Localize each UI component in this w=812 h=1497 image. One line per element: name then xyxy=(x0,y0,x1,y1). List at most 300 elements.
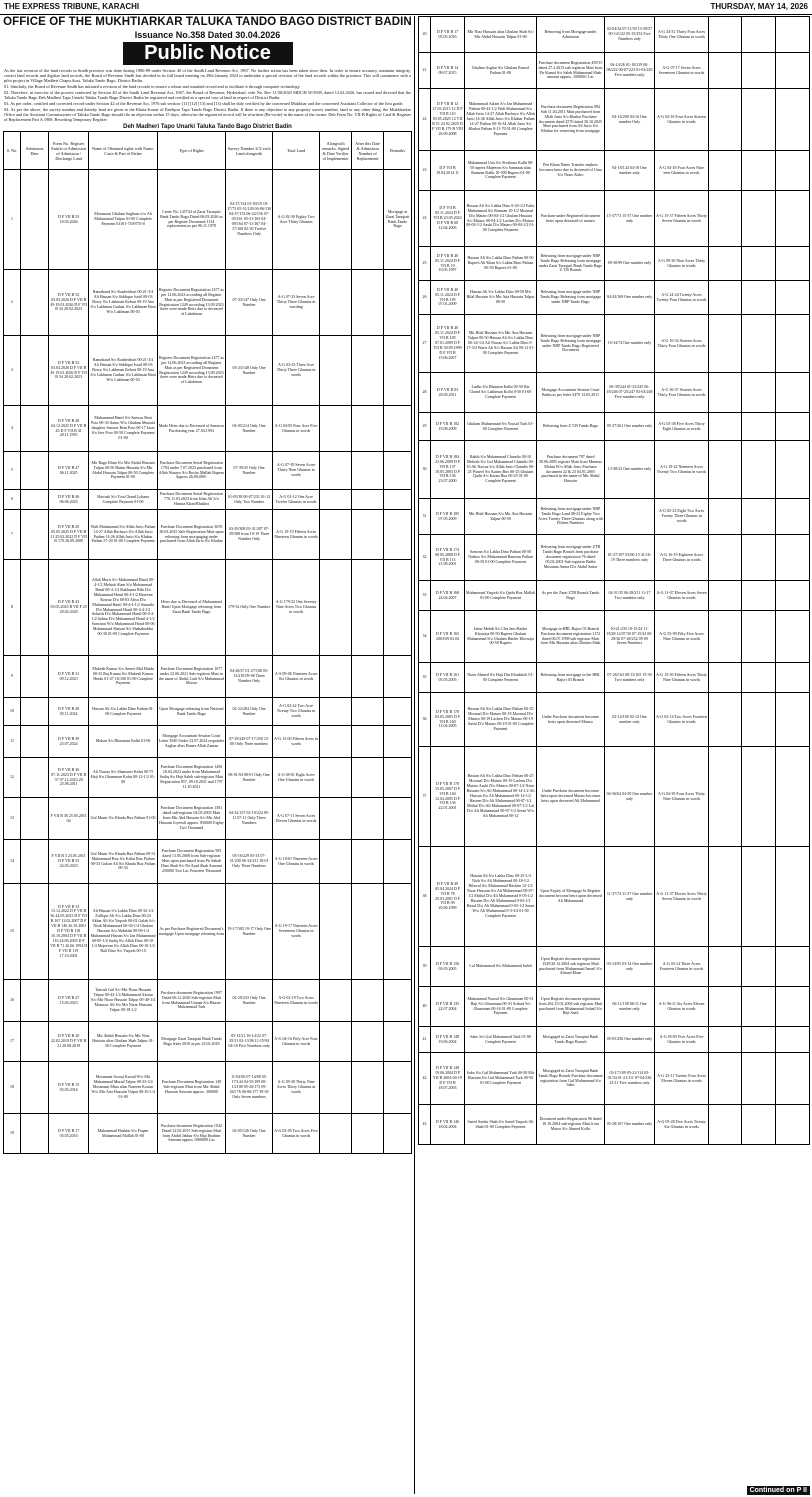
cell-alongwith xyxy=(709,89,742,151)
cell-alongwith xyxy=(709,373,742,413)
cell-sno: 12 xyxy=(4,758,21,798)
cell-admission-date xyxy=(21,758,49,798)
cell-type-of-rights: Pen Khata Name Transfer nephew becomes heirs due to deceased of Uma S/o Tharo Kalro xyxy=(537,151,605,191)
cell-total-land: A-G 07-11 Seven Acres Eleven Ghuntas in words xyxy=(273,798,320,840)
cell-alongwith xyxy=(320,560,352,656)
continued-label: Continued on P II xyxy=(747,1486,810,1495)
cell-form-no: D F VII B 52 03.03.2026 D F VII B 49 19.01.2026 D F VII B 34 28.02.2023 xyxy=(48,336,89,406)
cell-remarks xyxy=(384,270,412,336)
cell-remarks xyxy=(776,1053,810,1105)
cell-sno: 24 xyxy=(419,191,431,247)
cell-after-date xyxy=(352,452,384,490)
cell-form-no: D F VII B 40 05.11.2024 xyxy=(48,698,89,726)
cell-alongwith xyxy=(709,847,742,947)
cell-type-of-rights: Under Purchase document becomes heirs upon deceased Mataro becomes heirs upon deceased Ali Muhammad xyxy=(537,747,605,847)
table-row xyxy=(4,406,412,452)
cell-after-date xyxy=(742,441,776,499)
cell-survey-number: 04-31/35 06-28/211 11-17 Two numbers only xyxy=(605,581,655,611)
cell-remarks xyxy=(776,581,810,611)
table-row xyxy=(4,170,412,270)
cell-after-date xyxy=(352,560,384,656)
cell-type-of-rights: Releasing from mortgage under NBP Tando Bago Releasing from mortgage under Zarai Taraqiati Bank Tando Bago Z.T.B Branch xyxy=(537,247,605,281)
cell-survey-number: 07-33/147 Only One Number xyxy=(226,270,273,336)
cell-form-no: D F VII B 17 03.05.2016 xyxy=(48,1114,89,1154)
masthead xyxy=(0,0,812,15)
table-row xyxy=(4,452,412,490)
cell-type-of-rights: Register Document Registration 1477 as per 12.06.2023 according all Register Mutt as per Registered Document Registration 1249 according 13.09.2023 there were made Heirs due to deceased of Lakshman xyxy=(157,336,225,406)
cell-form-no: D F VII B 48 04.12.2025 D F VII B 43 D F VII B 41 20.11.1995 xyxy=(48,406,89,452)
cell-admission-date xyxy=(21,726,49,758)
cell-type-of-rights: Purchase document 787 dated 30.06.2005 register Mutt from Mumtaz Mohin W/o Allah Jurio Purchase document 22 & 23 04.01.2003 purchased in the name of Mir Abdul Hussain xyxy=(537,441,605,499)
cell-remarks xyxy=(384,726,412,758)
cell-type-of-rights: Releasing from mortgage under ZTB Tando Bago Branch from purchase document registration 76 dated 05.02.2001 Sub registrar Badin Mosamat Amna D/o Abdul Sattar xyxy=(537,535,605,581)
cell-survey-number: 04-18/144 04-18 One number only xyxy=(605,151,655,191)
cell-remarks xyxy=(384,452,412,490)
cell-type-of-rights: Mortgage Zarai Taraqiati Bank Tando Bago letter 2018 as per 23.02.2018 xyxy=(157,1022,225,1062)
cell-owner: Ramzhand S/o Kanbeirhari 00-21-3/4 Ali Hassan S/o Siddique Israil 00-03 Bosry S/o Lakhman Kehari 00-19 Ana S/o Lakhman Gudaar S/o Lakhman Rani W/o Lakhman 00-03 xyxy=(89,270,157,336)
cell-sno: 27 xyxy=(419,315,431,373)
cell-form-no: D F VII B 40 05.11.2024 D F VII B 185 07.01.2009 D F VII B 30.09.1999 D F VII B 15.06.2007 xyxy=(431,315,465,373)
cell-alongwith xyxy=(320,270,352,336)
header-sno: S. No. xyxy=(4,132,21,170)
cell-total-land: A-G 07-17 Seven Acres Seventeen Ghuntas in words xyxy=(655,53,709,89)
cell-total-land: A-G 11-07 Eleven Acres Seven Ghuntas in words xyxy=(655,581,709,611)
cell-after-date xyxy=(352,980,384,1022)
cell-remarks xyxy=(776,441,810,499)
table-row xyxy=(419,17,810,53)
cell-type-of-rights: Releasing from mortgage under NBP Tando Bago Land 08-23 Eighty Two Acres Twenty Three Ghuntas along with Fifteen Numbers xyxy=(537,499,605,535)
cell-remarks xyxy=(776,151,810,191)
cell-total-land: A-G 82-30 Eighty Two Acre Thirty Ghuntas xyxy=(273,170,320,270)
table-row xyxy=(4,798,412,840)
cell-type-of-rights: Purchase under Registered document heirs upon deceased of mataro xyxy=(537,191,605,247)
cell-form-no: D F VII B 182 19.08.2009 xyxy=(431,413,465,441)
cell-total-land: A-G 05-28 Five Acres Twenty Six Ghuntas in words xyxy=(655,1105,709,1145)
cell-remarks xyxy=(776,247,810,281)
cell-after-date xyxy=(742,89,776,151)
intro-paragraph: 01. Similarly, the Board of Revenue Sindh has initiated a revision of the land records to ensure a robust and standard record and to facilitate it through computer technology. xyxy=(4,84,301,89)
cell-remarks xyxy=(776,1105,810,1145)
cell-owner: Gul Munir S/o Khuda Bux Pathan 01-00 xyxy=(89,798,157,840)
cell-alongwith xyxy=(320,726,352,758)
cell-remarks xyxy=(776,373,810,413)
cell-after-date xyxy=(742,17,776,53)
cell-remarks xyxy=(384,490,412,510)
cell-sno: 29 xyxy=(419,413,431,441)
cell-remarks xyxy=(384,884,412,980)
cell-owner: Hawash S/o Tota Chand Lohana Complete Payment 01-00 xyxy=(89,490,157,510)
table-row xyxy=(419,987,810,1027)
cell-sno: 8 xyxy=(4,560,21,656)
cell-admission-date xyxy=(21,406,49,452)
cell-owner: Jattur Mehdi S/o Chu Jam Haider Khowaja 00-50 Rupees Ghulam Muhammad S/o Ghulam Haider Khowaja 00-50 Rupees xyxy=(465,611,537,663)
left-register-table xyxy=(3,131,412,1154)
cell-survey-number: 03-23/148 Only One Number xyxy=(226,336,273,406)
cell-form-no: D F VII B 19.04.2014 11 xyxy=(431,151,465,191)
cell-total-land: A-G 36-37 Sixteen Acres Thirty Four Ghuntas in words xyxy=(655,373,709,413)
cell-survey-number: 03-14/95 03-14 One number only xyxy=(605,947,655,987)
cell-sno: 13 xyxy=(4,798,21,840)
cell-sno: 34 xyxy=(419,611,431,663)
table-row xyxy=(419,499,810,535)
cell-admission-date xyxy=(21,1062,49,1114)
cell-form-no: D F VII B 27 15.04.2023 xyxy=(48,980,89,1022)
table-row xyxy=(4,726,412,758)
cell-remarks xyxy=(776,611,810,663)
cell-owner: Hassan Ali S/o Lakha Dino Pathan 00-25 Moomal D/o Mataro 00-19 Lachen D/o Mataro Aashi D/o Mataro 00-07-1/4 Nizar Hussain S/o Ali Muhammad 00-14-1/2 Ali Hassan S/o Ali Muhammad 00-14-1/2 Haseen D/o Ali Muhammad 00-07-1/2 Mithal D/o Ali Muhammad 00-07-1/2 Lal D/o Ali Muhammad 00-07-1/2 Seran W/o Ali Muhammad 00-12 xyxy=(465,747,537,847)
cell-remarks xyxy=(384,840,412,884)
cell-form-no: D F VII B 146 18.02.2004 xyxy=(431,1105,465,1145)
header-after-date: After this Date & Admission Number of Replacement xyxy=(352,132,384,170)
cell-form-no: D F VII B 46 06.06.2025 xyxy=(48,490,89,510)
cell-owner: Ali Hassan S/o Lakha Dino 00-32-1/4 Zulfiqar Ali S/o Lakha Dino 00-23 Akbar Ali S/o Yaqoob 00-02 Gulab S/o Nisik Muhammad 00-04-1/4 Ghulam Hussain S/o Abdulahi 00-09-1/4 Muhammad Hassan S/o Jan Muhammad 00-05-1/4 Sadiq S/o Allah Dino 00-10-1/4 Majeeom S/o Allah Dino 00-10-1/4 Bali Dino S/o Yaqoob 00-10 xyxy=(89,884,157,980)
cell-sno: 15 xyxy=(4,884,21,980)
cell-remarks xyxy=(384,1062,412,1114)
newspaper-name: THE EXPRESS TRIBUNE, KARACHI xyxy=(4,2,140,11)
cell-after-date xyxy=(742,315,776,373)
cell-total-land: A-G 15-37 Fifteen Acres Thirty Seven Ghuntas in words xyxy=(655,191,709,247)
cell-after-date xyxy=(742,847,776,947)
cell-sno: 3 xyxy=(4,336,21,406)
cell-form-no: D F VII B 47 06.11.2025 xyxy=(48,452,89,490)
table-row xyxy=(419,611,810,663)
cell-type-of-rights: Upon Register document registration 1545/20.12.2004 sub registrar Mutt purchased from Muhammad Ismail S/o Ahmed Khan xyxy=(537,947,605,987)
table-row xyxy=(419,151,810,191)
intro-paragraph: 04. As per the above, the survey number and thereby land are given to the Khata-Iconat of Fatehpur Tapo Tando Bago District Badin. If there is any objection to any property survey number, land or any other thing, the Mukhtiarkar Office and the Assistant Commissioner of Taluka Tando Bago should file an objection within 15 days, otherwise the registered record will be rewritten (Re-write) in the name of the owner. Deh Form No: VII-B Rights of Card & Register of Replacement Part A 1968. Rewriting Temporary Register xyxy=(4,107,411,122)
cell-alongwith xyxy=(709,535,742,581)
cell-total-land: A-G 11-37 Eleven Acres Thirty Seven Ghuntas in words xyxy=(655,847,709,947)
cell-alongwith xyxy=(320,1022,352,1062)
cell-survey-number: 09-30/99 One number only xyxy=(605,247,655,281)
cell-form-no: D F VII B 40 05.11.2024 D F VII B 10 10.05.1997 xyxy=(431,247,465,281)
cell-type-of-rights: As per the Zarai ZTB Branch Tando Bago xyxy=(537,581,605,611)
cell-type-of-rights: Purchase document Registration 459/15 dated 27.2.2013 sub registrar Mutt from Pir Kamal S/o Saleh Muhammad Shah amount approx. 1000001 Lac xyxy=(537,53,605,89)
cell-sno: 10 xyxy=(4,698,21,726)
cell-total-land: A-G 04-39 Four Acres Thirty Nine Ghuntas in words xyxy=(655,747,709,847)
cell-after-date xyxy=(742,535,776,581)
cell-type-of-rights: Purchase Document Registration 149 Sub-registrar Mutt from Mir Abdul Hussain Amount approx. 300000 xyxy=(157,1062,225,1114)
left-column xyxy=(3,16,412,1154)
cell-owner: Ghulam Asghar S/o Ghulam Rasool Pathan 01-00 xyxy=(465,53,537,89)
cell-form-no: D F VII B 165 2003/09.03.04 xyxy=(431,611,465,663)
cell-after-date xyxy=(742,611,776,663)
cell-alongwith xyxy=(709,53,742,89)
cell-sno: 7 xyxy=(4,510,21,560)
cell-after-date xyxy=(742,1027,776,1053)
cell-remarks xyxy=(776,413,810,441)
table-row xyxy=(4,1062,412,1114)
cell-alongwith xyxy=(320,758,352,798)
table-row xyxy=(4,698,412,726)
cell-after-date xyxy=(352,840,384,884)
cell-alongwith xyxy=(320,490,352,510)
cell-survey-number: 19-17/305 19-17 Only One Number xyxy=(226,884,273,980)
cell-sno: 1 xyxy=(4,170,21,270)
cell-owner: Muhammad Aslam S/o Jan Muhammad Pathan 00-43-1/2 Wali Muhammad S/o Allah Jurio 14-27 Allah Bachayo S/o Allah Jurio 14-26 Allah Jurio S/o Khabar Pathan 14-27 Pathan 00-16-34 Allah Jurio S/o Khabar Pathan 0-11-70 01-00 Complete Payment xyxy=(465,89,537,151)
cell-sno: 35 xyxy=(419,663,431,693)
cell-total-land: A-G 09-30 Nine Acres Thirty Ghuntas in words xyxy=(655,247,709,281)
cell-alongwith xyxy=(320,1114,352,1154)
cell-survey-number xyxy=(605,499,655,535)
cell-alongwith xyxy=(709,611,742,663)
cell-survey-number: 05-05/256 One number only xyxy=(605,1027,655,1053)
cell-after-date xyxy=(352,656,384,698)
left-register-body xyxy=(4,170,412,1154)
cell-after-date xyxy=(742,151,776,191)
header-remarks: Remarks xyxy=(384,132,412,170)
cell-form-no: D F VII B 20 22.02.2019 D F VII B 21 20.08.2019 xyxy=(48,1022,89,1062)
cell-owner: Saeed Sardar Shah S/o Saeed Yaqoob Ali Shah 01-00 Complete Payment xyxy=(465,1105,537,1145)
cell-alongwith xyxy=(709,499,742,535)
newspaper-date: THURSDAY, MAY 14, 2026 xyxy=(710,2,808,11)
table-row xyxy=(419,1027,810,1053)
cell-after-date xyxy=(352,884,384,980)
intro-text xyxy=(4,68,411,122)
cell-owner: Ladho S/o Bhunton Kalhi 00-50 Rai Chand S/o Lakhmun Kolhi 0-50 01-00 Complete Payment xyxy=(465,373,537,413)
cell-sno: 41 xyxy=(419,1027,431,1053)
cell-after-date xyxy=(742,693,776,747)
cell-sno: 42 xyxy=(419,1053,431,1105)
cell-remarks xyxy=(776,53,810,89)
cell-sno: 19 xyxy=(4,1114,21,1154)
cell-sno: 11 xyxy=(4,726,21,758)
cell-alongwith xyxy=(709,17,742,53)
cell-sno: 16 xyxy=(4,980,21,1022)
cell-type-of-rights: Releasing from Z.T.B Tando Bago xyxy=(537,413,605,441)
cell-remarks xyxy=(776,987,810,1027)
table-row xyxy=(4,490,412,510)
cell-owner: Muhammad Yousuf S/o Ghumman 00-51 Haji S/o Ghumman 00-33 Arshad S/o Ghumman 00-16 01-00 Complete Payment xyxy=(465,987,537,1027)
office-heading: OFFICE OF THE MUKHTIARKAR TALUKA TANDO BAGO DISTRICT BADIN xyxy=(3,16,412,28)
cell-after-date xyxy=(742,373,776,413)
header-admission-date: Admission Date xyxy=(21,132,49,170)
cell-form-no: D F VII B 40 05.04.2024 D F VII B 78 29.03.2001 D F VII B 99 20.06.1999 xyxy=(431,847,465,947)
cell-survey-number: 02-04/34 07-11/59 13-39/37 00-14/122 05-15/252 Five Numbers only xyxy=(605,17,655,53)
cell-admission-date xyxy=(21,798,49,840)
cell-total-land: A-G 179-32 One Seventy Nine Acres Two Ghuntas in words xyxy=(273,560,320,656)
cell-owner: Wali Muhammad S/o Allah Jurio Pathan 14-27 Allah Bachayo S/o Allah Jurio Pathan 14-26 Allah Jurio S/o Khabar Pathan 57-20 01-00 Complete Payment xyxy=(89,510,157,560)
table-row xyxy=(4,884,412,980)
cell-owner: Mir Bilal Hussain S/o Mir Atta Hussain Talpur 00-50 xyxy=(465,499,537,535)
cell-survey-number: 02-22/284 Only One Number xyxy=(226,698,273,726)
table-row xyxy=(419,663,810,693)
cell-total-land: A-G 03-14 Three Acres Fourteen Ghuntas in words xyxy=(655,947,709,987)
cell-owner: Mohan S/o Bhaonrun Kalhi 01-00 xyxy=(89,726,157,758)
table-row xyxy=(419,315,810,373)
cell-total-land: A-G 15-00 Fifteen Acres in words xyxy=(273,726,320,758)
cell-total-land: A-G 05-05 Five Acres Five Ghuntas in words xyxy=(655,1027,709,1053)
cell-sno: 20 xyxy=(419,17,431,53)
cell-owner: Lal Muhammad S/o Muhammad Saleh xyxy=(465,947,537,987)
cell-sno: 40 xyxy=(419,987,431,1027)
cell-remarks xyxy=(776,947,810,987)
cell-alongwith xyxy=(320,980,352,1022)
cell-type-of-rights: Releasing from mortgage under NBP Tando Bago Releasing from mortgage under NBP Tando Bago Registered Document xyxy=(537,315,605,373)
table-row xyxy=(419,847,810,947)
cell-alongwith xyxy=(709,247,742,281)
cell-after-date xyxy=(352,1062,384,1114)
cell-form-no: D F VII B 05.11.2024 D F VII B 23.05.2023 D F VII B 60 12.04.2005 xyxy=(431,191,465,247)
cell-total-land: A-G 16-19 Eighteen Acres Three Ghuntas in words xyxy=(655,535,709,581)
cell-alongwith xyxy=(709,413,742,441)
cell-remarks xyxy=(384,406,412,452)
cell-sno: 36 xyxy=(419,693,431,747)
cell-survey-number: 13-38/22 One number only xyxy=(605,441,655,499)
cell-owner: Mir Bilal Hussain S/o Mir Atta Hussain Talpur 00-50 Hassan Ali S/o Lakha Dino 00-24-1/4 Ali Nawaz S/o Lakha Dino 0-17-3/4 Wazir Ali S/o Hassan Ali 00-12 01-00 Complete Payment xyxy=(465,315,537,373)
cell-survey-number: 08-01/94 08-01 Only One Number xyxy=(226,758,273,798)
cell-sno: 21 xyxy=(419,53,431,89)
table-row xyxy=(4,656,412,698)
cell-after-date xyxy=(352,798,384,840)
cell-remarks xyxy=(384,1114,412,1154)
cell-remarks: Mortgage at Zarai Taraqiati Bank Tando Bago xyxy=(384,170,412,270)
table-row xyxy=(419,581,810,611)
cell-form-no: D F VII B 03 26.05.2011 xyxy=(431,373,465,413)
cell-survey-number: 03-29/308 05-31/287 07-39/388 from 19-19 Three Number Only xyxy=(226,510,273,560)
cell-owner: Sanwan S/o Lakha Dino Pathan 00-50 Nathoo S/o Muhammad Ramzan Pathan 00-50 01-00 Complete Payment xyxy=(465,535,537,581)
table-row xyxy=(4,840,412,884)
cell-type-of-rights: Purchase Document Registration 1581 dated sub-registrar 02.05.2005 Mutt from Mir Abd Hussain S/o Mir Abd Hussain Joyeeali approx. 850000 Eighty Two Thousand xyxy=(157,798,225,840)
public-notice-banner: Public Notice xyxy=(123,42,293,65)
cell-total-land: A-G 24-24 Twenty Acres Twenty Four Ghuntas in words xyxy=(655,281,709,315)
cell-type-of-rights: Upon Expiry of Mortgage In Register document become heirs upon deceased Ali Muhammad xyxy=(537,847,605,947)
cell-after-date xyxy=(742,1053,776,1105)
table-row xyxy=(419,281,810,315)
cell-after-date xyxy=(352,510,384,560)
cell-after-date xyxy=(742,947,776,987)
cell-survey-number: 06-39/244 01-33/245 06-18/246 07-25/247 03-03/248 Five numbers only xyxy=(605,373,655,413)
cell-owner: Hassan Ali S/o Lakha Dino 00-50 Mir Bilal Hussain S/o Mir Atta Hussain Talpur 00-50 xyxy=(465,281,537,315)
cell-sno: 2 xyxy=(4,270,21,336)
cell-alongwith xyxy=(709,151,742,191)
cell-sno: 14 xyxy=(4,840,21,884)
cell-type-of-rights: Mortgage Accountant Session Court Letter 3940 Under 23.07.2024 responder Asghar alias Hunez Allah Zaman xyxy=(157,726,225,758)
cell-total-land: A-G 04-18 Four Acres Nine teen Ghuntas in words xyxy=(655,151,709,191)
cell-alongwith xyxy=(709,441,742,499)
cell-remarks xyxy=(776,281,810,315)
cell-total-land: A-G 19-17 Nineteen Acres Seventeen Ghuntas in words xyxy=(273,884,320,980)
cell-owner: Muhammad Uris S/o Prothono Kalhi 00-50 rupees Majeeom S/o Samman alias Ramzan Kalhi 10-500 Rupees 01-00 Complete Payment xyxy=(465,151,537,191)
cell-after-date xyxy=(742,663,776,693)
cell-owner: Ramzhand S/o Kanbeirhari 00-21-3/4 Ali Hassan S/o Siddique Israil 00-03 Bosry S/o Lakhman Kehari 00-19 Ana S/o Lakhman Gudaar S/o Lakhman Rani W/o Lakhman 00-03 xyxy=(89,336,157,406)
cell-type-of-rights: Purchase document Registration 1042 Dated 12.05.2015 Sub-registrar Mutt from Abdul Jabbar S/o Haji Ibrahim Amount approx 1000000 Lac xyxy=(157,1114,225,1154)
cell-total-land: A-G 23-11 Twenty Four Acres Eleven Ghuntas in words xyxy=(655,1053,709,1105)
cell-total-land: A-G 19-19 Fifteen Acres Nineteen Ghuntas in words xyxy=(273,510,320,560)
cell-owner: Hassan Ali S/o Lakha Dino 00-25-1/4 Nizh S/o Ali Muhammad 00-18-1/2 Bilawal S/o Muhammad Hashim 12-1/2 Nizar Hussain S/o Ali Muhammad 00-07-1/2 Mithal D/o Ali Muhammad 0-03-1/2 Haseen D/o Ali Muhammad 0-03-1/2 Hazul D/o Ali Muhammad 0-03-1/2 Seran W/o Ali Muhammad 0-3-3/4 01-00 Complete Payment xyxy=(465,847,537,947)
cell-form-no: D F VII B 12 27.03.2013 12 D F VII B 110 03.05.2025 12 VII B 51 23.02.2025 D F VII B 179 B VIII 26.09.2008 xyxy=(431,89,465,151)
cell-total-land: A-G 39-30 Thirty Nine Acres Thirty Ghuntas in words xyxy=(273,1062,320,1114)
header-total-land: Total Land xyxy=(273,132,320,170)
cell-type-of-rights: Mortgaged in Zarai Taraqiati Bank Tando Bago Branch xyxy=(537,1027,605,1053)
cell-survey-number: 04-14/26 01-19/219 00-08/222 00-07/223 01-03/220 Five numbers only xyxy=(605,53,655,89)
cell-sno: 38 xyxy=(419,847,431,947)
deh-title: Deh Madheri Tapo Unarki Taluka Tando Bago District Badin xyxy=(123,124,292,130)
cell-survey-number: 04-16/209 04-16 One number Only xyxy=(605,89,655,151)
cell-remarks xyxy=(384,336,412,406)
cell-after-date xyxy=(352,170,384,270)
cell-total-land: A-G 02-05 Two Acres Five Ghuntas in words xyxy=(273,1114,320,1154)
cell-form-no: D F VII B 156 03.03.2005 xyxy=(431,947,465,987)
cell-type-of-rights: Purchase Document Registration 1456 18.04.2023 under from Muhammad Sadiq S/o Haji Sahib sub-registrar Mutt Registration 857, 09.10.2021 and 1797 11.10.2021 xyxy=(157,758,225,798)
cell-owner: Muhammad Yaqoob S/o Qadir Bux Mallah 01-00 Complete Payment xyxy=(465,581,537,611)
cell-alongwith xyxy=(320,840,352,884)
cell-sno: 23 xyxy=(419,151,431,191)
cell-total-land: A-G 03-23 Three Acre Thirty Three Ghuntas in words xyxy=(273,336,320,406)
cell-owner: Ghulam Muhammad S/o Yousaf Turk 01-00 Complete Payment xyxy=(465,413,537,441)
cell-remarks xyxy=(776,847,810,947)
table-row xyxy=(4,758,412,798)
cell-alongwith xyxy=(320,656,352,698)
cell-after-date xyxy=(742,247,776,281)
cell-total-land: A-G 82-23 Eight Two Acres Twenty Three Ghuntas in words xyxy=(655,499,709,535)
cell-owner: Allah Murir S/o Muhammad Hanif 00-4-1/2 Mehtab Alam S/o Muhammad Hanif 00-4-1/2 Rukhsana Bibi D/o Muhammad Hanif 00-4-1/2 Haseena Kousar D/o 00-03 Aliya D/o Muhammad Hanif 00-4-4-1/2 Sumaila D/o Muhammad Hanif 00-4-4-1/2 Sehrish D/o Muhammad Hanif 00-4-4-1/2 Salma D/o Muhammad Hanif 4-1/2 Sarwarat W/o Muhammad Hanif 00-06 Muhammad Shayan S/o Shahabuddin 00-30 01-00 Complete Payment xyxy=(89,560,157,656)
cell-total-land: A-G 55-09 Fifty Five Acres Nine Ghuntas in words xyxy=(655,611,709,663)
cell-total-land: A-G 07-33 Seven Acre Thirty Three Ghuntas in wording xyxy=(273,270,320,336)
table-row xyxy=(4,336,412,406)
cell-sno: 18 xyxy=(4,1062,21,1114)
table-row xyxy=(419,747,810,847)
cell-sno: 28 xyxy=(419,373,431,413)
cell-survey-number: 10-21/235 10-15/24 11-18/28 12/07/30 07-15/32 00-28/36 07-28/252 05-09 Seven Numbers xyxy=(605,611,655,663)
table-row xyxy=(419,247,810,281)
cell-remarks xyxy=(384,798,412,840)
cell-form-no: D F VII B 148 19.06.2004 D F VII B 2004-04-19 D F VII B 18.07.2003 xyxy=(431,1053,465,1105)
cell-remarks xyxy=(776,535,810,581)
cell-survey-number: 04-37/134 01-03/19 18-17/73 05-31/149 04-06/130 04-37/153 06-22/156 07-05/161 05-31/163 04-09/164 07-11/167 04-17/168 82-30 Twelve Numbers Only xyxy=(226,170,273,270)
cell-survey-number: 01-27/107 03/00-15 41/16-19 Three numbers only xyxy=(605,535,655,581)
cell-alongwith xyxy=(709,1105,742,1145)
table-row xyxy=(4,270,412,336)
cell-total-land: A-G 16-34 Sixteen Acres Thirty Four Ghuntas in words xyxy=(655,315,709,373)
cell-total-land: A-G 02-22 Two Acre Twenty Two Ghuntas in words xyxy=(273,698,320,726)
header-form-no: Form No. Register Entitle or Admission of Admission / Discharge Land xyxy=(48,132,89,170)
table-row xyxy=(419,1053,810,1105)
cell-owner: Mukesh Kumar S/o Ameer Mal Hindu 00-32 Raj Kumar S/o Mukesh Kumar Hindu 01-47-16/100 01-00 Complete Payment xyxy=(89,656,157,698)
cell-form-no: D F VII B 45 05.05.2025 D F VII B 11 25.02.2022 D F VII B 179 26.09.2009 xyxy=(48,510,89,560)
cell-alongwith xyxy=(320,336,352,406)
cell-alongwith xyxy=(320,510,352,560)
cell-after-date xyxy=(352,726,384,758)
table-row xyxy=(4,1114,412,1154)
cell-sno: 6 xyxy=(4,490,21,510)
cell-after-date xyxy=(742,1105,776,1145)
cell-type-of-rights: Upon Mortgage releasing from National Bank Tando Bago xyxy=(157,698,225,726)
cell-type-of-rights: Purchase Document Registration 1677 under 23.06.2021 Sub-registrar Mutt in the name of Abdul Latif S/o Muhammad Moosa xyxy=(157,656,225,698)
cell-admission-date xyxy=(21,452,49,490)
cell-after-date xyxy=(742,281,776,315)
cell-type-of-rights: Made Heirs due to Deceased of Sanawar Purchasing year 27.04.1994 xyxy=(157,406,225,452)
cell-form-no: D F VII B 174 08.05.2008 D F VII B 113 21.08.2001 xyxy=(431,535,465,581)
cell-survey-number: 15-37/73 15-37 One number only xyxy=(605,191,655,247)
cell-survey-number: 07-29/249 07-17/250 15-00 Only Three numbers xyxy=(226,726,273,758)
cell-survey-number: 11-37/74 11-37 One number only xyxy=(605,847,655,947)
header-type-of-rights: Type of Rights xyxy=(157,132,225,170)
cell-owner: Mir Abdul Hussain S/o Mir Niaz Hussain alias Ghulam Shah Talpur 01-00 Complete Payment xyxy=(89,1022,157,1062)
cell-survey-number: 04-32/137 02-19/224 05-11 07-11 Only Three Numbers xyxy=(226,798,273,840)
cell-remarks xyxy=(776,1027,810,1053)
cell-admission-date xyxy=(21,980,49,1022)
cell-type-of-rights: Purchase Document Registration 505 dated 13.05.2008 from Sub-registrar Mutt upon purchased from Pir Sahab Dino Shah S/o Pir Asad Shah Amount 250000 Two Lac Fourteen Thousand xyxy=(157,840,225,884)
cell-form-no: D F VII B 53 10.03.2026 xyxy=(48,170,89,270)
cell-alongwith xyxy=(320,798,352,840)
table-row xyxy=(4,510,412,560)
cell-owner: Sabo S/o Gul Muhammad Turk 01-00 Complete Payment xyxy=(465,1027,537,1053)
cell-form-no: D F VII B 170 15.05.2007 D F VII B 160 12.04.2005 D F VII B 136 22.01.2001 xyxy=(431,747,465,847)
cell-form-no: D F VII B 161 05.05.2005 xyxy=(431,663,465,693)
cell-sno: 33 xyxy=(419,581,431,611)
cell-form-no: D F VII B 40 05.11.2024 D F VII B 185 07.01.2009 xyxy=(431,281,465,315)
cell-survey-number: 02-05/126 Only One Number xyxy=(226,1114,273,1154)
